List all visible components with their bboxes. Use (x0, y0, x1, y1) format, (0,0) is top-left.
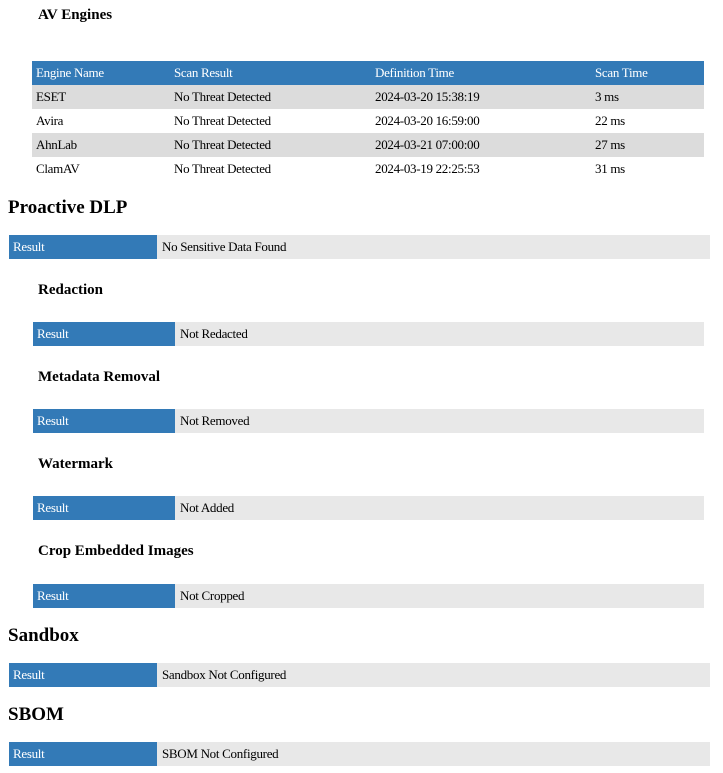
sbom-heading: SBOM (8, 704, 64, 725)
table-row (32, 133, 704, 157)
redaction-result-row (33, 322, 704, 346)
scan-time-cell: 31 ms (591, 157, 704, 181)
result-value: Sandbox Not Configured (162, 667, 287, 682)
crop-embedded-images-heading: Crop Embedded Images (38, 543, 194, 559)
result-label: Result (33, 409, 175, 433)
column-header-engine-name: Engine Name (32, 61, 170, 85)
proactive-dlp-heading: Proactive DLP (8, 197, 128, 218)
result-value: Not Redacted (180, 326, 248, 341)
scan-result-cell: No Threat Detected (170, 85, 371, 109)
scan-result-cell: No Threat Detected (170, 157, 371, 181)
table-row (32, 109, 704, 133)
scan-time-cell: 22 ms (591, 109, 704, 133)
column-header-scan-result: Scan Result (170, 61, 371, 85)
table-row (32, 85, 704, 109)
av-engines-table (32, 61, 704, 181)
result-value: Not Added (180, 500, 234, 515)
sandbox-result-row (9, 663, 710, 687)
sandbox-heading: Sandbox (8, 625, 79, 646)
scan-time-cell: 3 ms (591, 85, 704, 109)
scan-result-cell: No Threat Detected (170, 109, 371, 133)
metadata-removal-heading: Metadata Removal (38, 369, 161, 385)
column-header-scan-time: Scan Time (591, 61, 704, 85)
redaction-heading: Redaction (38, 282, 103, 298)
watermark-heading: Watermark (38, 456, 113, 472)
table-row (32, 157, 704, 181)
result-label: Result (33, 584, 175, 608)
result-label: Result (33, 322, 175, 346)
result-value: No Sensitive Data Found (162, 239, 287, 254)
metadata-removal-result-row (33, 409, 704, 433)
definition-time-cell: 2024-03-19 22:25:53 (371, 157, 591, 181)
result-label: Result (9, 235, 157, 259)
scan-time-cell: 27 ms (591, 133, 704, 157)
result-value: Not Cropped (180, 588, 245, 603)
result-label: Result (9, 663, 157, 687)
proactive-dlp-result-row (9, 235, 710, 259)
definition-time-cell: 2024-03-20 16:59:00 (371, 109, 591, 133)
result-label: Result (9, 742, 157, 766)
crop-embedded-images-result-row (33, 584, 704, 608)
av-engines-heading: AV Engines (38, 7, 113, 23)
sbom-result-row (9, 742, 710, 766)
column-header-definition-time: Definition Time (371, 61, 591, 85)
definition-time-cell: 2024-03-21 07:00:00 (371, 133, 591, 157)
result-value: SBOM Not Configured (162, 746, 279, 761)
engine-name-cell: ESET (32, 85, 170, 109)
table-header-row (32, 61, 704, 85)
result-label: Result (33, 496, 175, 520)
engine-name-cell: ClamAV (32, 157, 170, 181)
definition-time-cell: 2024-03-20 15:38:19 (371, 85, 591, 109)
engine-name-cell: AhnLab (32, 133, 170, 157)
scan-result-cell: No Threat Detected (170, 133, 371, 157)
result-value: Not Removed (180, 413, 250, 428)
watermark-result-row (33, 496, 704, 520)
engine-name-cell: Avira (32, 109, 170, 133)
